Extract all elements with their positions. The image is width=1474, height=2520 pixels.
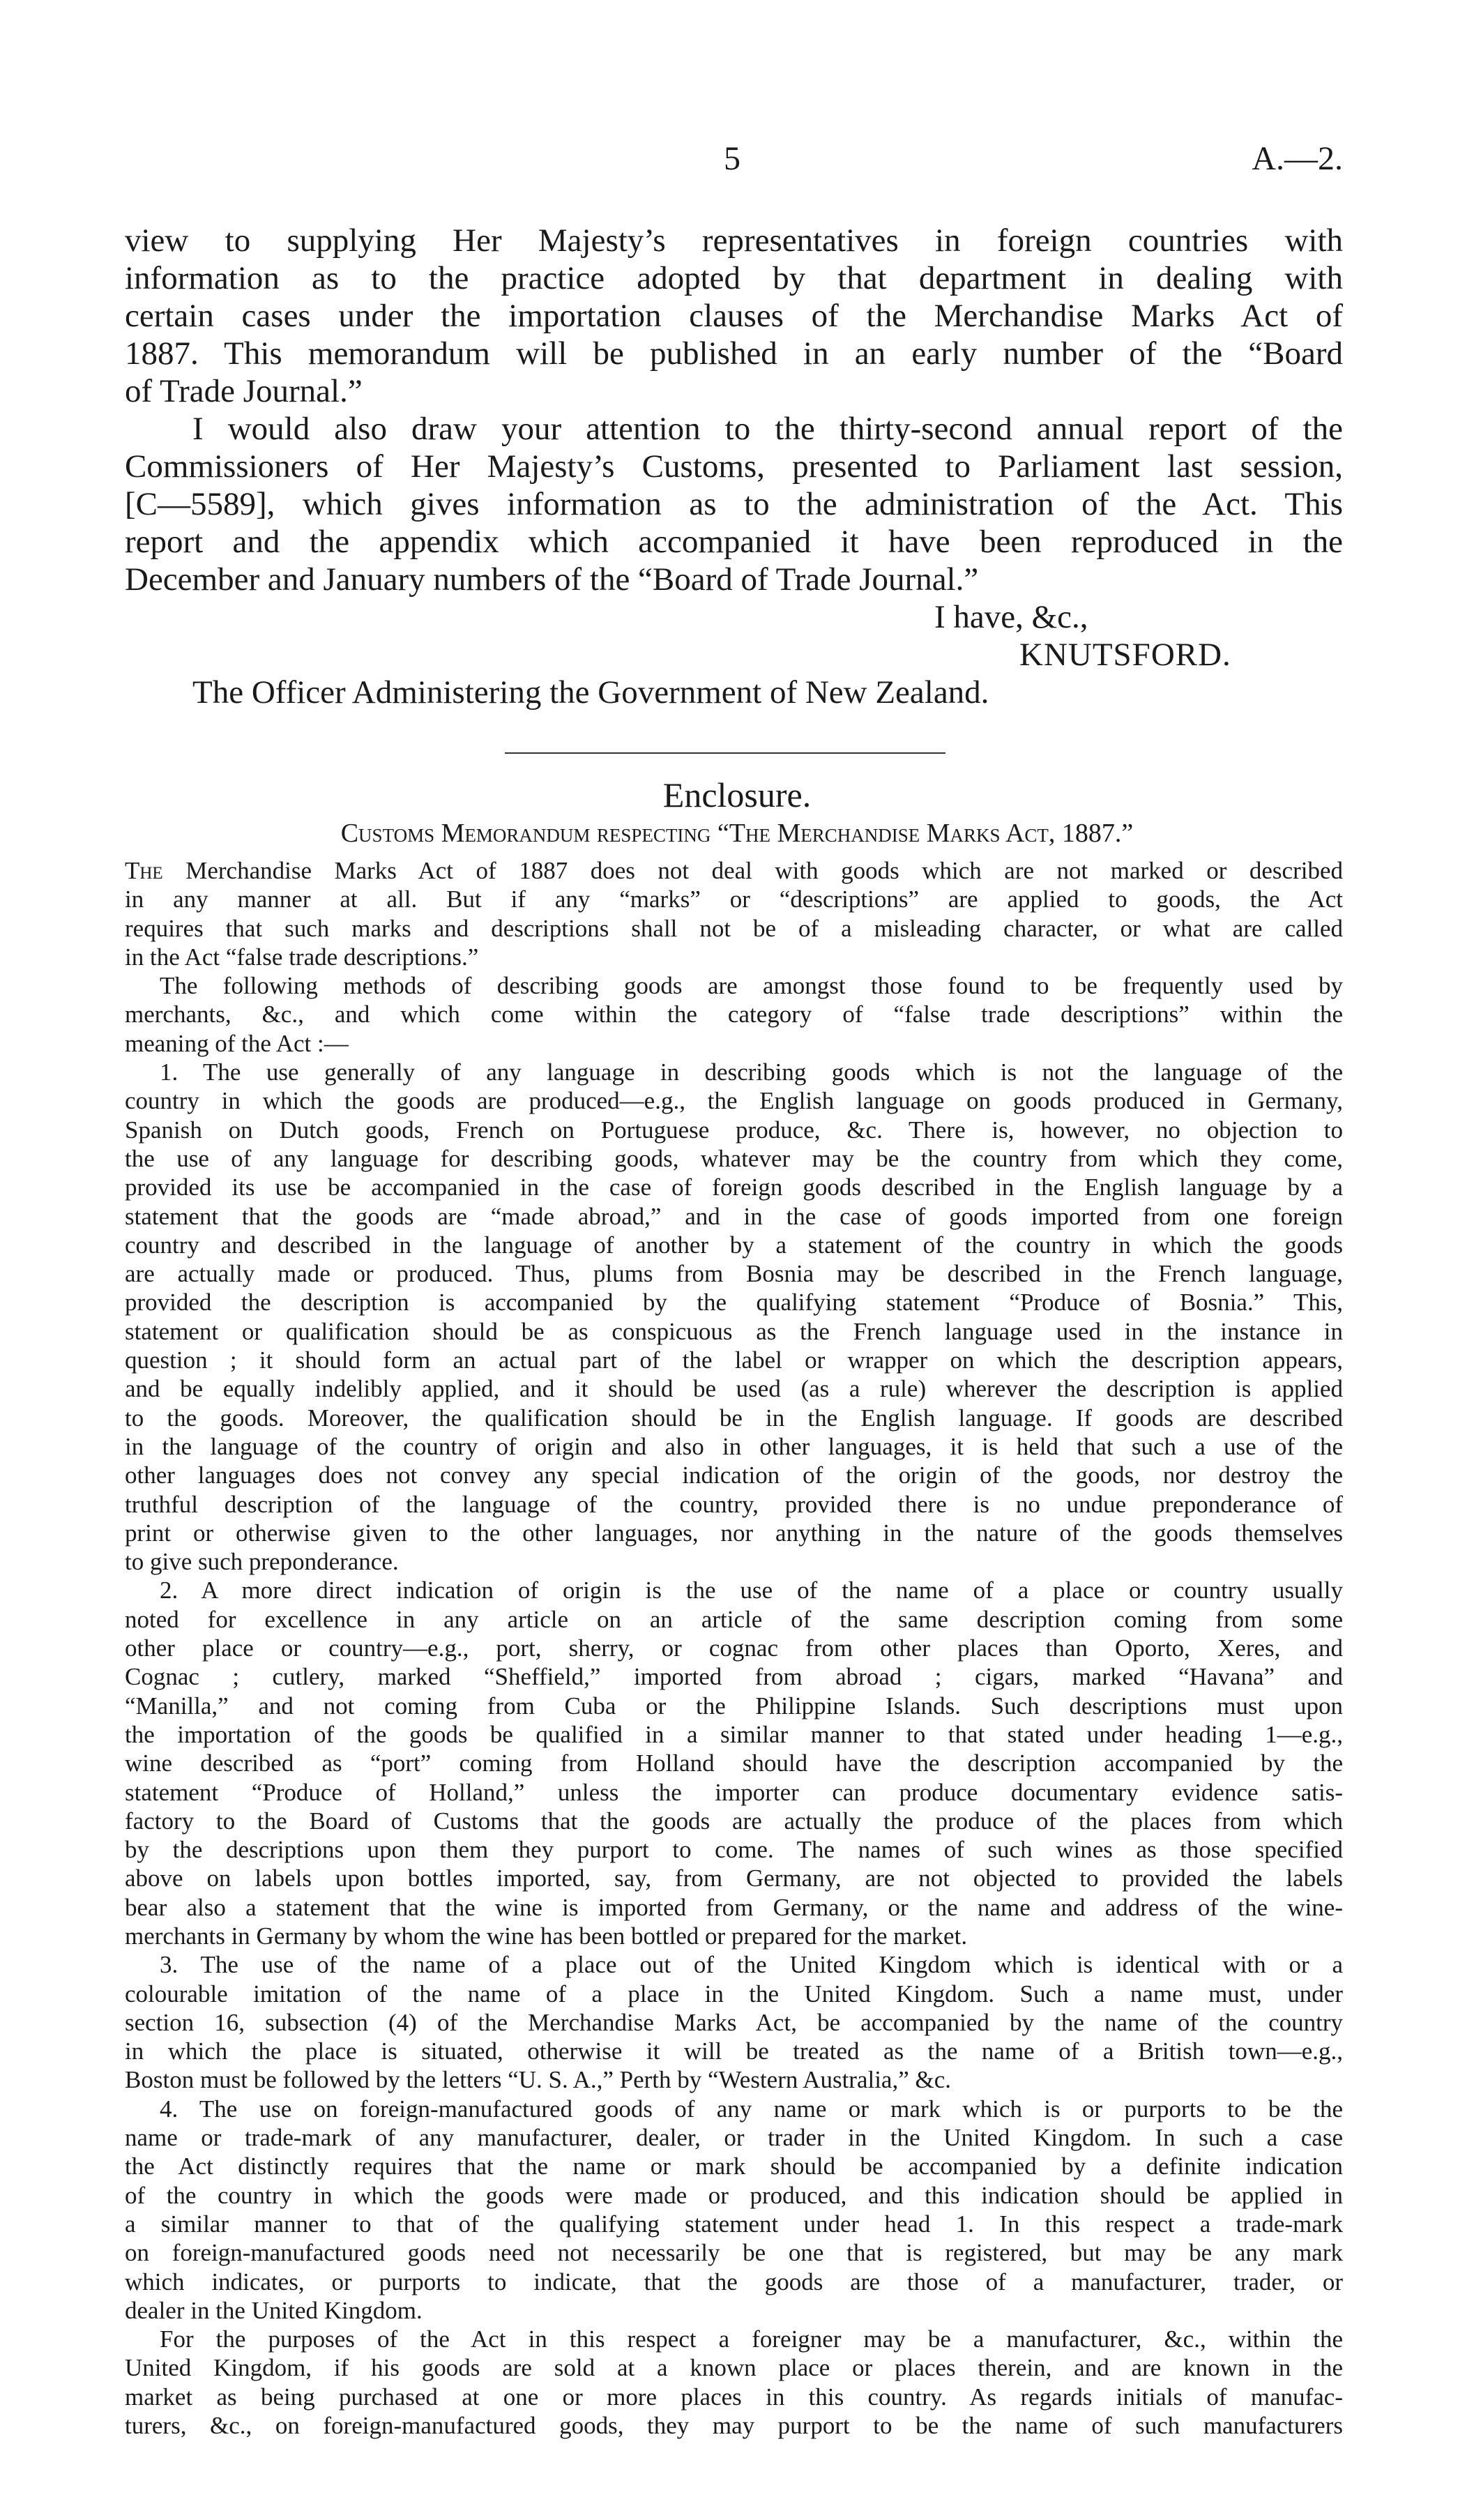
text-line: are actually made or produced. Thus, plums from Bosnia may be described in the French language, bbox=[125, 1260, 1343, 1288]
text-line: Cognac ; cutlery, marked “Sheffield,” imported from abroad ; cigars, marked “Havana” and bbox=[125, 1663, 1343, 1691]
text-line: provided the description is accompanied by the qualifying statement “Produce of Bosnia.” This, bbox=[125, 1289, 1343, 1316]
text-line: other languages does not convey any special indication of the origin of the goods, nor destroy the bbox=[125, 1462, 1343, 1489]
text-line: Commissioners of Her Majesty’s Customs, presented to Parliament last session, bbox=[125, 448, 1343, 485]
text-line: factory to the Board of Customs that the goods are actually the produce of the places from which bbox=[125, 1807, 1343, 1835]
text-line: noted for excellence in any article on an article of the same description coming from some bbox=[125, 1605, 1343, 1633]
text-line: certain cases under the importation clauses of the Merchandise Marks Act of bbox=[125, 298, 1343, 334]
text-line: meaning of the Act :— bbox=[125, 1029, 349, 1057]
paragraph bbox=[125, 410, 1343, 598]
text-line: requires that such marks and descriptions shall not be of a misleading character, or what are called bbox=[125, 914, 1343, 942]
letter-paragraphs bbox=[125, 222, 1343, 598]
small-caps-word: The bbox=[125, 857, 163, 884]
text-line: provided its use be accompanied in the case of foreign goods described in the English language by a bbox=[125, 1174, 1343, 1201]
text-line: a similar manner to that of the qualifying statement under head 1. In this respect a trade-mark bbox=[125, 2210, 1343, 2238]
text-line: other place or country—e.g., port, sherry, or cognac from other places than Oporto, Xeres, and bbox=[125, 1634, 1343, 1662]
text-line: the importation of the goods be qualified in a similar manner to that stated under heading 1—e.g., bbox=[125, 1720, 1343, 1748]
text-line: 4. The use on foreign-manufactured goods of any name or mark which is or purports to be the bbox=[160, 2095, 1343, 2123]
paragraph bbox=[125, 971, 1343, 1058]
text-line: view to supplying Her Majesty’s representatives in foreign countries with bbox=[125, 222, 1343, 259]
text-line: report and the appendix which accompanied it have been reproduced in the bbox=[125, 524, 1343, 560]
addressee: The Officer Administering the Government of New Zealand. bbox=[192, 674, 989, 711]
text-line: For the purposes of the Act in this respect a foreigner may be a manufacturer, &c., within the bbox=[160, 2325, 1343, 2353]
paragraph bbox=[125, 2095, 1343, 2325]
text-line: in which the place is situated, otherwise it will be treated as the name of a British town—e.g., bbox=[125, 2037, 1343, 2065]
text-line: on foreign-manufactured goods need not necessarily be one that is registered, but may be any mark bbox=[125, 2239, 1343, 2267]
text-line: to the goods. Moreover, the qualification should be in the English language. If goods are described bbox=[125, 1404, 1343, 1432]
page-number: 5 bbox=[724, 140, 740, 177]
text-line: merchants, &c., and which come within the category of “false trade descriptions” within the bbox=[125, 1001, 1343, 1029]
text-line: by the descriptions upon them they purport to come. The names of such wines as those specified bbox=[125, 1836, 1343, 1864]
text-line: in the Act “false trade descriptions.” bbox=[125, 943, 479, 971]
section-divider bbox=[505, 752, 945, 754]
paragraph bbox=[125, 856, 1343, 971]
paragraph bbox=[125, 1950, 1343, 2094]
text-line: the use of any language for describing goods, whatever may be the country from which they come, bbox=[125, 1144, 1343, 1172]
text-line: The following methods of describing goods are amongst those found to be frequently used by bbox=[160, 972, 1343, 1000]
text-line: statement or qualification should be as conspicuous as the French language used in the instance in bbox=[125, 1317, 1343, 1345]
text-line: “Manilla,” and not coming from Cuba or the Philippine Islands. Such descriptions must upon bbox=[125, 1692, 1343, 1720]
text-line: section 16, subsection (4) of the Merchandise Marks Act, be accompanied by the name of the country bbox=[125, 2008, 1343, 2036]
paragraph bbox=[125, 1058, 1343, 1576]
text-line: market as being purchased at one or more places in this country. As regards initials of manufac- bbox=[125, 2383, 1343, 2411]
paragraph bbox=[125, 222, 1343, 410]
letter-closing bbox=[125, 598, 1343, 674]
text-line: country and described in the language of another by a statement of the country in which the goods bbox=[125, 1231, 1343, 1259]
signatory: KNUTSFORD. bbox=[1019, 637, 1231, 673]
text-line: the Act distinctly requires that the name or mark should be accompanied by a definite indication bbox=[125, 2153, 1343, 2180]
enclosure-body bbox=[125, 856, 1343, 2440]
text-line: 3. The use of the name of a place out of the United Kingdom which is identical with or a bbox=[160, 1951, 1343, 1979]
text-line: truthful description of the language of the country, provided there is no undue preponderance of bbox=[125, 1490, 1343, 1518]
text-line: in any manner at all. But if any “marks” or “descriptions” are applied to goods, the Act bbox=[125, 886, 1343, 913]
letter-body bbox=[125, 222, 1343, 711]
closing-phrase: I have, &c., bbox=[934, 599, 1088, 635]
text-line: country in which the goods are produced—e.g., the English language on goods produced in Germany, bbox=[125, 1087, 1343, 1115]
text-line: dealer in the United Kingdom. bbox=[125, 2296, 423, 2324]
text-line: name or trade-mark of any manufacturer, dealer, or trader in the United Kingdom. In such a case bbox=[125, 2124, 1343, 2152]
text-line: information as to the practice adopted by that department in dealing with bbox=[125, 260, 1343, 296]
text-line: colourable imitation of the name of a place in the United Kingdom. Such a name must, under bbox=[125, 1980, 1343, 2007]
document-reference: A.—2. bbox=[1252, 140, 1343, 177]
text-line: print or otherwise given to the other languages, nor anything in the nature of the goods themselves bbox=[125, 1519, 1343, 1547]
text-line: in the language of the country of origin and also in other languages, it is held that such a use of the bbox=[125, 1432, 1343, 1460]
text-line: statement that the goods are “made abroad,” and in the case of goods imported from one foreign bbox=[125, 1202, 1343, 1230]
text-line: which indicates, or purports to indicate, that the goods are those of a manufacturer, trader, or bbox=[125, 2268, 1343, 2295]
text-line: United Kingdom, if his goods are sold at a known place or places therein, and are known in the bbox=[125, 2354, 1343, 2382]
text-line: above on labels upon bottles imported, say, from Germany, are not objected to provided the labels bbox=[125, 1865, 1343, 1892]
text-line: to give such preponderance. bbox=[125, 1548, 399, 1576]
text-line: turers, &c., on foreign-manufactured goods, they may purport to be the name of such manufacturers bbox=[125, 2412, 1343, 2440]
text-line: [C—5589], which gives information as to the administration of the Act. This bbox=[125, 486, 1343, 522]
text-line: 1887. This memorandum will be published in an early number of the “Board bbox=[125, 335, 1343, 372]
text-line: of Trade Journal.” bbox=[125, 373, 363, 409]
text-line: 2. A more direct indication of origin is the use of the name of a place or country usually bbox=[160, 1577, 1343, 1604]
text-line: The Merchandise Marks Act of 1887 does not deal with goods which are not marked or described bbox=[125, 857, 1343, 884]
text-line: bear also a statement that the wine is imported from Germany, or the name and address of the wine- bbox=[125, 1893, 1343, 1921]
text-line: Spanish on Dutch goods, French on Portuguese produce, &c. There is, however, no objection to bbox=[125, 1116, 1343, 1144]
text-line: wine described as “port” coming from Holland should have the description accompanied by the bbox=[125, 1749, 1343, 1777]
text-line: I would also draw your attention to the thirty-second annual report of the bbox=[192, 411, 1343, 447]
text-line: of the country in which the goods were made or produced, and this indication should be applied in bbox=[125, 2181, 1343, 2209]
enclosure-title: Enclosure. bbox=[662, 775, 812, 814]
text-line: merchants in Germany by whom the wine has been bottled or prepared for the market. bbox=[125, 1922, 968, 1950]
text-line: question ; it should form an actual part of the label or wrapper on which the description appears, bbox=[125, 1346, 1343, 1374]
text-line: Boston must be followed by the letters “U. S. A.,” Perth by “Western Australia,” &c. bbox=[125, 2066, 952, 2094]
text-line: and be equally indelibly applied, and it should be used (as a rule) wherever the description is applied bbox=[125, 1375, 1343, 1403]
text-line: 1. The use generally of any language in describing goods which is not the language of the bbox=[160, 1058, 1343, 1086]
paragraph bbox=[125, 1576, 1343, 1950]
text-line: December and January numbers of the “Board of Trade Journal.” bbox=[125, 561, 979, 598]
text-line: statement “Produce of Holland,” unless the importer can produce documentary evidence satis- bbox=[125, 1778, 1343, 1806]
memorandum-heading: Customs Memorandum respecting “The Merchandise Marks Act, 1887.” bbox=[340, 819, 1134, 848]
paragraph bbox=[125, 2325, 1343, 2440]
